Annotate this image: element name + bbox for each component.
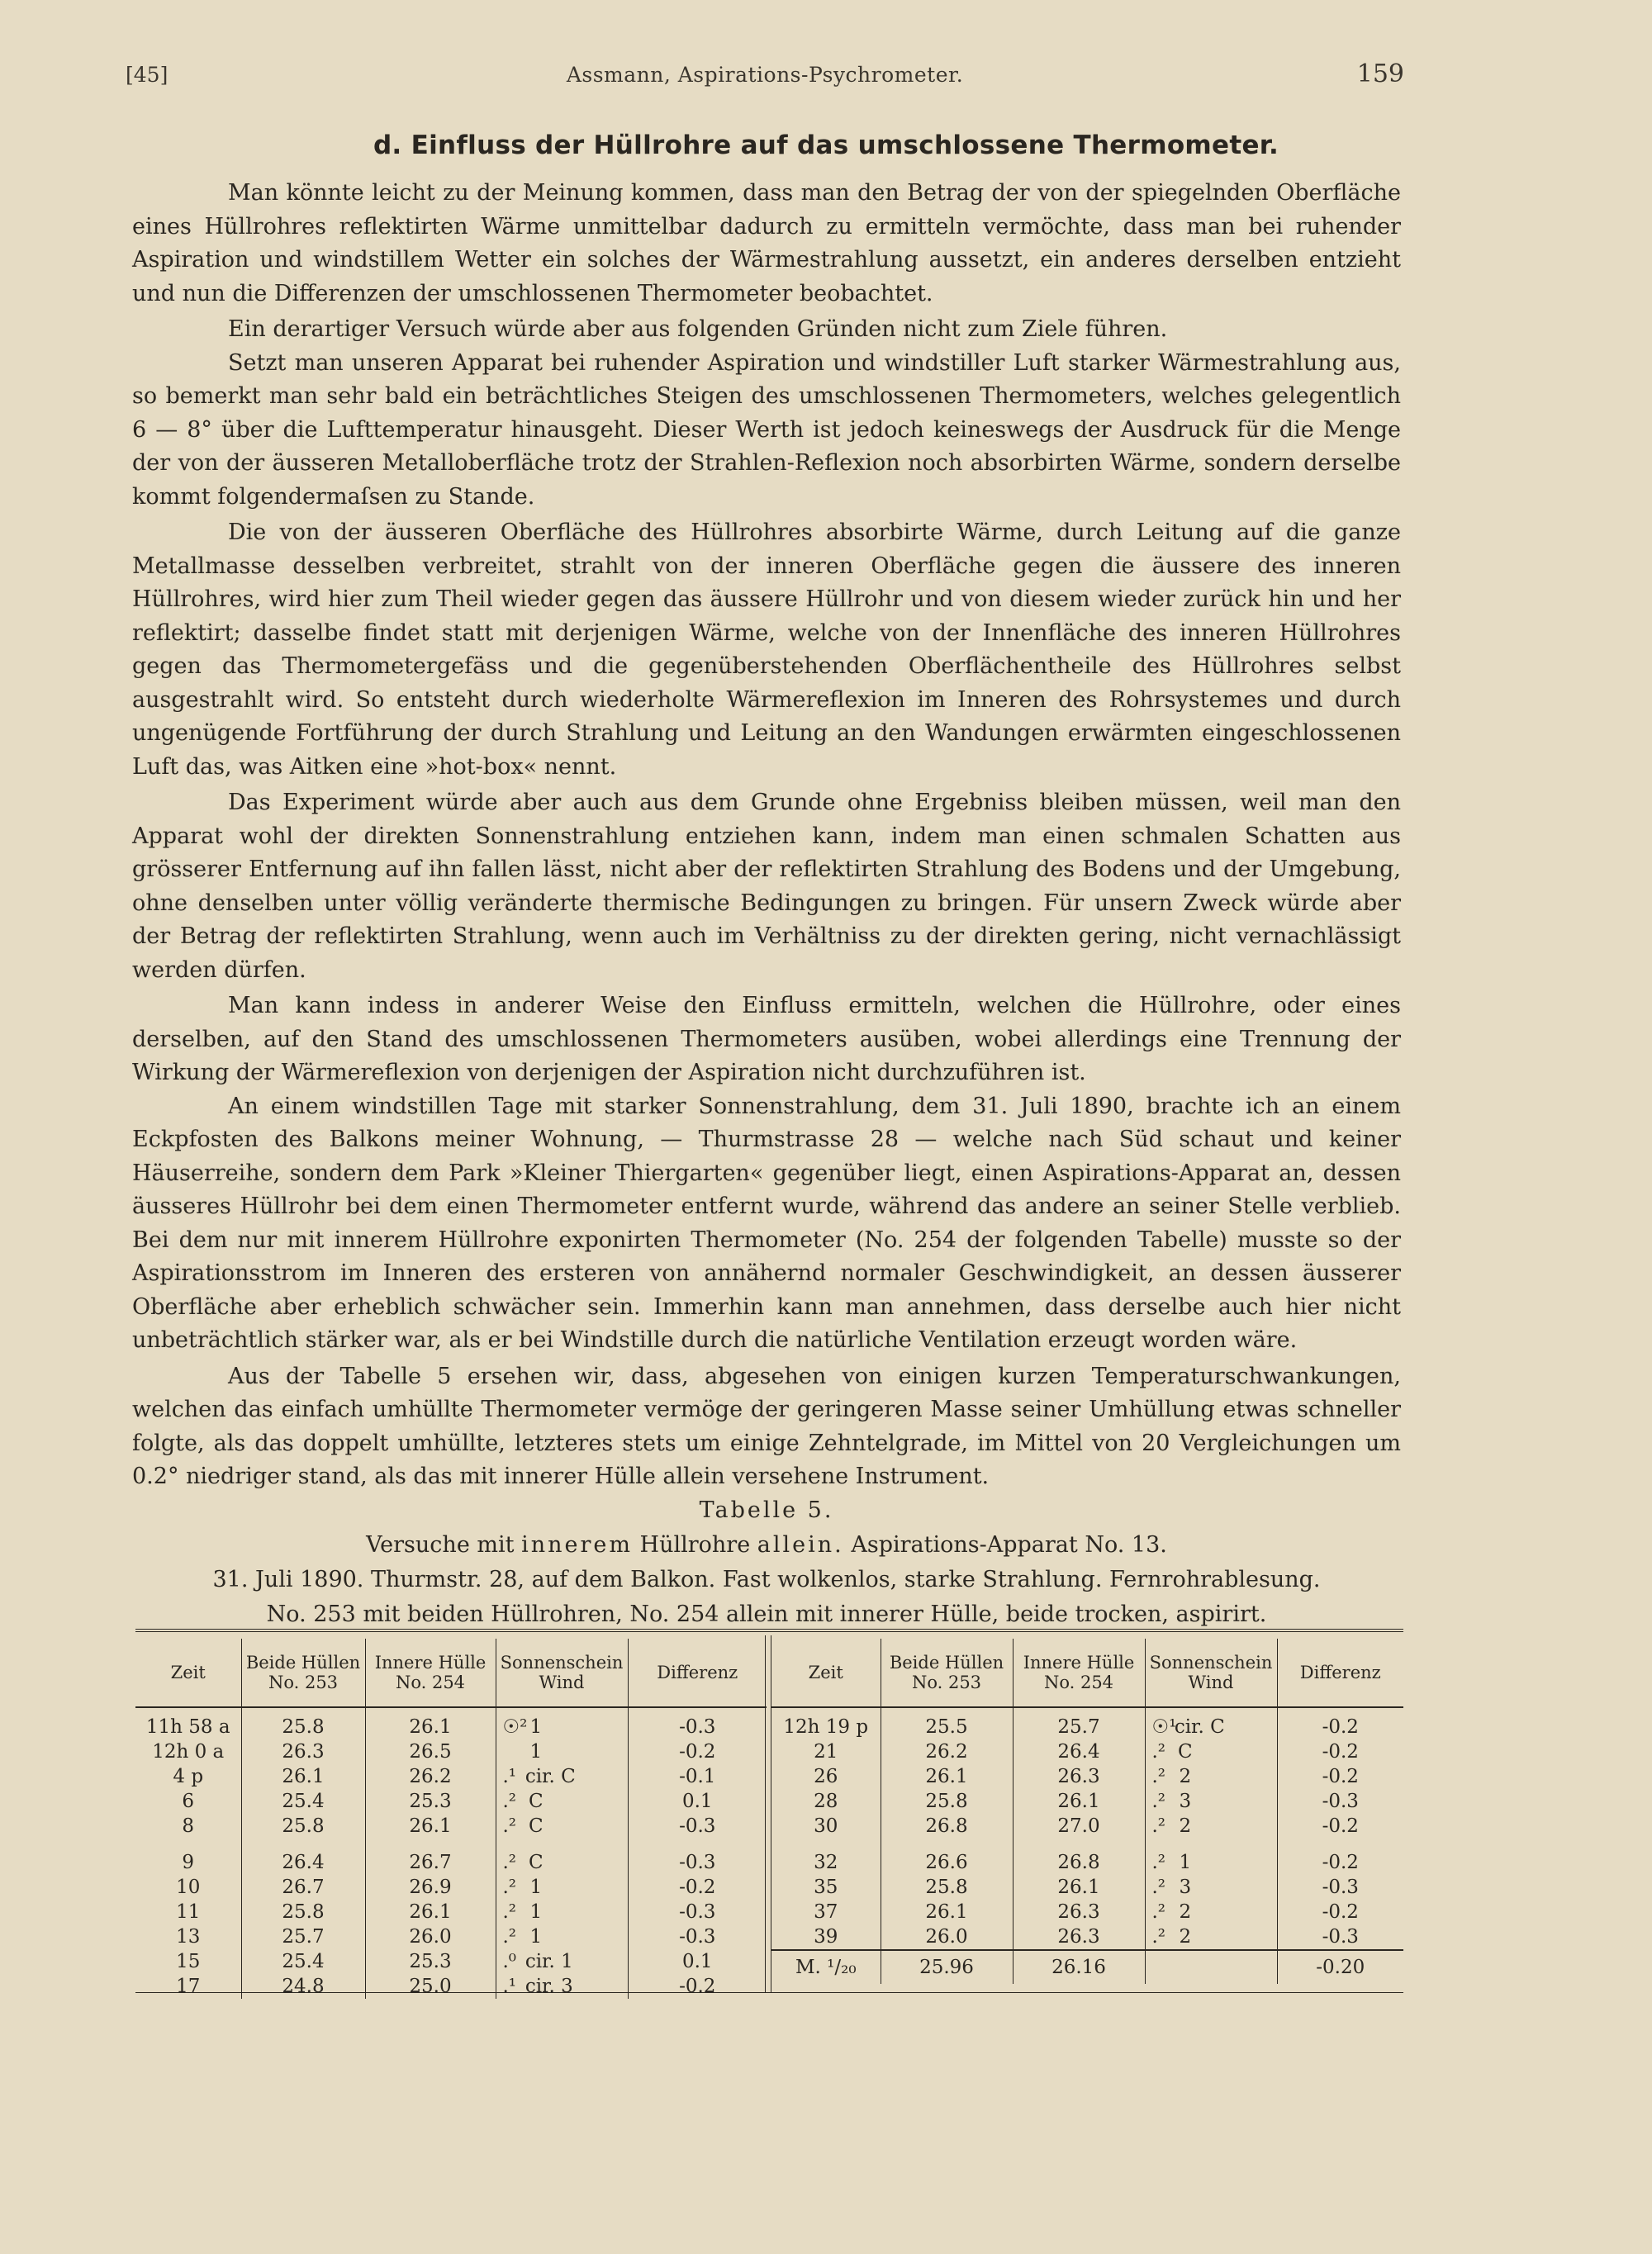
table-cell [1277, 1839, 1403, 1850]
table-cell: 25.8 [241, 1814, 365, 1839]
wind-value: 3 [1179, 1791, 1192, 1812]
wind-value: cir. C [525, 1766, 576, 1787]
table-top-rule [135, 1629, 1403, 1632]
table-cell: 25.7 [1013, 1707, 1145, 1739]
table-cell [241, 1839, 365, 1850]
table-row [771, 1900, 1403, 1924]
table-row [135, 1814, 767, 1839]
table-cell: 27.0 [1013, 1814, 1145, 1839]
paragraph: Die von der äusseren Oberfläche des Hüllrohres absorbirte Wärme, durch Leitung auf die ganze Metallmasse desselben verbreitet, strahlt von der inneren Oberfläche gegen die äussere des inneren Hüllrohres, wird hier zum Theil wieder gegen das äussere Hüllrohr und von diesem wieder zurück hin und her reflektirt; dasselbe findet statt mit derjenigen Wärme, welche von der Innenfläche des inneren Hüllrohres gegen das Thermometergefäss und die gegenüberstehenden Oberflächentheile des Hüllrohres selbst ausgestrahlt wird. So entsteht durch wiederholte Wärmereflexion im Inneren des Rohrsystemes und durch ungenügende Fortführung der durch Strahlung und Leitung an den Wandungen erwärmten eingeschlossenen Luft das, was Aitken eine »hot-box« nennt. [132, 520, 1401, 780]
table-cell [1145, 1875, 1277, 1900]
wind-value: 1 [1179, 1852, 1192, 1873]
table-caption-line3: No. 253 mit beiden Hüllrohren, No. 254 allein mit innerer Hülle, beide trocken, aspirirt. [266, 1602, 1267, 1627]
sunshine-value: .² [502, 1926, 517, 1948]
table-cell [496, 1974, 628, 1999]
col-diff: Differenz [628, 1639, 767, 1707]
table-cell: -0.2 [1277, 1707, 1403, 1739]
table-row [771, 1875, 1403, 1900]
table-row [135, 1789, 767, 1814]
table-row [135, 1875, 767, 1900]
table-cell: 25.8 [241, 1900, 365, 1924]
table-cell: 30 [814, 1815, 838, 1837]
wind-value: 2 [1179, 1766, 1192, 1787]
table-cell: 25.3 [365, 1789, 496, 1814]
sunshine-value: .² [502, 1815, 517, 1837]
table-row [771, 1707, 1403, 1739]
table-cell: 26.7 [365, 1850, 496, 1875]
sunshine-value: .² [1151, 1852, 1166, 1873]
table-cell [1145, 1839, 1277, 1850]
table-cell: 32 [814, 1852, 838, 1873]
wind-value: 2 [1179, 1901, 1192, 1923]
table-cell [1145, 1950, 1277, 1984]
table-caption [132, 1493, 1401, 1632]
table-title: Tabelle 5. [699, 1497, 834, 1523]
sunshine-value: .² [1151, 1815, 1166, 1837]
wind-value: 1 [529, 1926, 543, 1948]
wind-value: 1 [529, 1716, 543, 1738]
wind-value: C [529, 1791, 544, 1812]
table-cell: 25.8 [881, 1875, 1013, 1900]
table-cell: 26.1 [365, 1900, 496, 1924]
sunshine-value: .² [1151, 1791, 1166, 1812]
wind-value: 1 [529, 1741, 543, 1763]
table-cell [496, 1707, 628, 1739]
table-cell [496, 1814, 628, 1839]
table-cell: 9 [182, 1852, 195, 1873]
table-cell: -0.3 [1277, 1789, 1403, 1814]
table-cell [1145, 1764, 1277, 1789]
sunshine-value: .² [502, 1877, 517, 1898]
col-innere: Innere Hülle No. 254 [1013, 1639, 1145, 1707]
wind-value: C [1178, 1741, 1193, 1763]
wind-value: 2 [1179, 1926, 1192, 1948]
table-cell: -0.2 [1277, 1850, 1403, 1875]
table-cell: -0.2 [628, 1974, 767, 1999]
table-cell: 28 [814, 1791, 838, 1812]
sunshine-value: .² [502, 1901, 517, 1923]
sunshine-value: .¹ [502, 1976, 517, 1997]
table-right [771, 1639, 1403, 1984]
table-cell: 26.4 [1013, 1739, 1145, 1764]
table-cell [496, 1900, 628, 1924]
table-cell: 26.1 [241, 1764, 365, 1789]
sunshine-value: .¹ [502, 1766, 517, 1787]
table-caption-line1: Versuche mit innerem Hüllrohre allein. Aspirations-Apparat No. 13. [366, 1532, 1167, 1558]
sunshine-value: .² [1151, 1901, 1166, 1923]
table-row [771, 1739, 1403, 1764]
table-cell: -0.3 [628, 1900, 767, 1924]
paragraph: Das Experiment würde aber auch aus dem Grunde ohne Ergebniss bleiben müssen, weil man den Apparat wohl der direkten Sonnenstrahlung entziehen kann, indem man einen schmalen Schatten aus grösserer Entfernung auf ihn fallen lässt, nicht aber der reflektirten Strahlung des Bodens und der Umgebung, ohne denselben unter völlig veränderte thermische Bedingungen zu bringen. Für unsern Zweck würde aber der Betrag der reflektirten Strahlung, wenn auch im Verhältniss zu der direkten gering, nicht vernachlässigt werden dürfen. [132, 790, 1401, 983]
table-cell: 11 [176, 1901, 201, 1923]
table-cell: -0.2 [1277, 1814, 1403, 1839]
header-center: Assmann, Aspirations-Psychrometer. [566, 63, 964, 87]
table-cell: 37 [814, 1901, 838, 1923]
table-cell: 8 [182, 1815, 195, 1837]
table-cell: 12h 0 a [152, 1741, 225, 1763]
sunshine-value: .² [1151, 1926, 1166, 1948]
table-cell: 24.8 [241, 1974, 365, 1999]
table-cell: 26.4 [241, 1850, 365, 1875]
table-cell: 26.1 [881, 1900, 1013, 1924]
table-row [771, 1850, 1403, 1875]
table-cell: 26.3 [241, 1739, 365, 1764]
table-cell [1145, 1900, 1277, 1924]
table-cell: 15 [176, 1951, 201, 1972]
wind-value: C [529, 1852, 544, 1873]
table-cell: 26.1 [881, 1764, 1013, 1789]
table-row [135, 1707, 767, 1739]
wind-value: 3 [1179, 1877, 1192, 1898]
table-cell [496, 1839, 628, 1850]
table-row [771, 1924, 1403, 1950]
table-cell [496, 1764, 628, 1789]
table-caption-line2: 31. Juli 1890. Thurmstr. 28, auf dem Balkon. Fast wolkenlos, starke Strahlung. Fernrohrablesung. [212, 1567, 1321, 1592]
wind-value: 1 [529, 1877, 543, 1898]
table-cell: 17 [176, 1976, 201, 1997]
table-cell: 6 [182, 1791, 195, 1812]
sunshine-value: .² [1151, 1766, 1166, 1787]
table-cell: 0.1 [628, 1949, 767, 1974]
table-row [135, 1900, 767, 1924]
table-cell: 26.3 [1013, 1900, 1145, 1924]
sunshine-value: ☉² [502, 1716, 528, 1738]
table-cell [1145, 1707, 1277, 1739]
page-number: 159 [1356, 59, 1404, 88]
body-text [132, 177, 1401, 1494]
table-cell: 11h 58 a [145, 1716, 230, 1738]
table-mean-row [771, 1950, 1403, 1984]
table-cell: -0.3 [628, 1850, 767, 1875]
table-cell [496, 1789, 628, 1814]
col-zeit: Zeit [771, 1639, 881, 1707]
table-cell [135, 1839, 241, 1850]
table-cell: 26.1 [365, 1707, 496, 1739]
paragraph: Ein derartiger Versuch würde aber aus folgenden Gründen nicht zum Ziele führen. [228, 316, 1168, 342]
table-row [771, 1814, 1403, 1839]
table-cell: 25.4 [241, 1789, 365, 1814]
table-cell: 13 [176, 1926, 201, 1948]
col-beide: Beide Hüllen No. 253 [241, 1639, 365, 1707]
wind-value: 1 [529, 1901, 543, 1923]
table-cell: 25.7 [241, 1924, 365, 1949]
wind-value: C [529, 1815, 544, 1837]
table-cell: 10 [176, 1877, 201, 1898]
table-gap [135, 1839, 767, 1850]
table-row [135, 1764, 767, 1789]
table-cell: 26.1 [1013, 1789, 1145, 1814]
table-cell: 26 [814, 1766, 838, 1787]
table-cell: 26.8 [881, 1814, 1013, 1839]
table-cell: 26.3 [1013, 1764, 1145, 1789]
table-cell [1145, 1739, 1277, 1764]
table-left [135, 1639, 767, 1999]
wind-value: cir. C [1174, 1716, 1225, 1738]
table-cell [1145, 1924, 1277, 1950]
table-cell: 26.7 [241, 1875, 365, 1900]
table-cell: -0.20 [1277, 1950, 1403, 1984]
table-cell: -0.2 [1277, 1900, 1403, 1924]
table-cell [1145, 1814, 1277, 1839]
table-cell: 25.4 [241, 1949, 365, 1974]
table-cell: 25.5 [881, 1707, 1013, 1739]
table-cell: -0.2 [1277, 1764, 1403, 1789]
table-cell: 4 p [173, 1766, 204, 1787]
table-row [135, 1949, 767, 1974]
sunshine-value: .² [502, 1791, 517, 1812]
sunshine-value: .² [502, 1852, 517, 1873]
table-cell: -0.2 [1277, 1739, 1403, 1764]
table-cell: 26.8 [1013, 1850, 1145, 1875]
table-row [135, 1739, 767, 1764]
table-cell: 26.2 [881, 1739, 1013, 1764]
table-cell: -0.2 [628, 1875, 767, 1900]
table-cell: 26.1 [365, 1814, 496, 1839]
table-cell: 26.5 [365, 1739, 496, 1764]
table-cell: 25.96 [881, 1950, 1013, 1984]
table-cell: 26.16 [1013, 1950, 1145, 1984]
table-cell: 35 [814, 1877, 838, 1898]
table-gap [771, 1839, 1403, 1850]
sunshine-value: .² [1151, 1877, 1166, 1898]
table-cell: -0.2 [628, 1739, 767, 1764]
table-cell [496, 1924, 628, 1949]
table-row [771, 1789, 1403, 1814]
col-beide: Beide Hüllen No. 253 [881, 1639, 1013, 1707]
table-cell [1013, 1839, 1145, 1850]
table-cell: 26.1 [1013, 1875, 1145, 1900]
paragraph: An einem windstillen Tage mit starker Sonnenstrahlung, dem 31. Juli 1890, brachte ich an einem Eckpfosten des Balkons meiner Wohnung, — Thurmstrasse 28 — welche nach Süd schaut und keiner Häuserreihe, sondern dem Park »Kleiner Thiergarten« gegenüber liegt, einen Aspirations-Apparat an, dessen äusseres Hüllrohr bei dem einen Thermometer entfernt wurde, während das andere an seiner Stelle verblieb. Bei dem nur mit innerem Hüllrohre exponirten Thermometer (No. 254 der folgenden Tabelle) musste so der Aspirationsstrom im Inneren des ersteren von annähernd normaler Geschwindigkeit, an dessen äusserer Oberfläche aber erheblich schwächer sein. Immerhin kann man annehmen, dass derselbe auch hier nicht unbeträchtlich stärker war, als er bei Windstille durch die natürliche Ventilation erzeugt worden wäre. [132, 1093, 1401, 1353]
sunshine-value: .⁰ [502, 1951, 517, 1972]
sunshine-value: ☉¹ [1151, 1716, 1177, 1738]
col-diff: Differenz [1277, 1639, 1403, 1707]
table-cell: 25.3 [365, 1949, 496, 1974]
col-sonne: Sonnenschein Wind [1145, 1639, 1277, 1707]
col-zeit: Zeit [135, 1639, 241, 1707]
wind-value: 2 [1179, 1815, 1192, 1837]
table-cell: 26.0 [881, 1924, 1013, 1950]
table-cell: 21 [814, 1741, 838, 1763]
table-cell [496, 1949, 628, 1974]
table-cell [496, 1850, 628, 1875]
table-cell [365, 1839, 496, 1850]
table-cell [496, 1875, 628, 1900]
table-cell [881, 1839, 1013, 1850]
col-innere: Innere Hülle No. 254 [365, 1639, 496, 1707]
table-row [771, 1764, 1403, 1789]
table-cell: 12h 19 p [783, 1716, 869, 1738]
header-left: [45] [126, 63, 169, 87]
table-row [135, 1850, 767, 1875]
table-cell: -0.1 [628, 1764, 767, 1789]
table-cell: -0.3 [1277, 1924, 1403, 1950]
table-cell: M. ¹/₂₀ [771, 1950, 881, 1984]
table-cell: -0.3 [628, 1707, 767, 1739]
table-row [135, 1974, 767, 1999]
table-cell: 26.6 [881, 1850, 1013, 1875]
paragraph: Man könnte leicht zu der Meinung kommen, dass man den Betrag der von der spiegelnden Oberfläche eines Hüllrohres reflektirten Wärme unmittelbar dadurch zu ermitteln vermöchte, dass man bei ruhender Aspiration und windstillem Wetter ein solches der Wärmestrahlung aussetzt, ein anderes derselben entzieht und nun die Differenzen der umschlossenen Thermometer beobachtet. [132, 180, 1401, 306]
section-title: d. Einfluss der Hüllrohre auf das umschlossene Thermometer. [373, 130, 1279, 160]
table-cell: 0.1 [628, 1789, 767, 1814]
paragraph: Aus der Tabelle 5 ersehen wir, dass, abgesehen von einigen kurzen Temperaturschwankungen, welchen das einfach umhüllte Thermometer vermöge der geringeren Masse seiner Umhüllung etwas schneller folgte, als das doppelt umhüllte, letzteres stets um einige Zehntelgrade, im Mittel von 20 Vergleichungen um 0.2° niedriger stand, als das mit innerer Hülle allein versehene Instrument. [132, 1363, 1401, 1489]
table-cell: 26.0 [365, 1924, 496, 1949]
wind-value: cir. 1 [525, 1951, 573, 1972]
table-cell: -0.3 [1277, 1875, 1403, 1900]
table-row [135, 1924, 767, 1949]
table-cell: 25.8 [881, 1789, 1013, 1814]
table-cell: 25.8 [241, 1707, 365, 1739]
table-cell [1145, 1850, 1277, 1875]
table-cell: 26.2 [365, 1764, 496, 1789]
table-cell [628, 1839, 767, 1850]
sunshine-value: .² [1151, 1741, 1166, 1763]
table-cell: 26.9 [365, 1875, 496, 1900]
table-bottom-rule [135, 1992, 1403, 1993]
paragraph: Setzt man unseren Apparat bei ruhender Aspiration und windstiller Luft starker Wärmestrahlung aus, so bemerkt man sehr bald ein beträchtliches Steigen des umschlossenen Thermometers, welches gelegentlich 6 — 8° über die Lufttemperatur hinausgeht. Dieser Werth ist jedoch keineswegs der Ausdruck für die Menge der von der äusseren Metalloberfläche trotz der Strahlen-Reflexion noch absorbirten Wärme, sondern derselbe kommt folgendermaſsen zu Stande. [132, 349, 1401, 510]
table-cell: 39 [814, 1926, 838, 1948]
table-cell: -0.3 [628, 1814, 767, 1839]
col-sonne: Sonnenschein Wind [496, 1639, 628, 1707]
table-cell [496, 1739, 628, 1764]
table-cell [771, 1839, 881, 1850]
paragraph: Man kann indess in anderer Weise den Einfluss ermitteln, welchen die Hüllrohre, oder eines derselben, auf den Stand des umschlossenen Thermometers ausüben, wobei allerdings eine Trennung der Wirkung der Wärmereflexion von derjenigen der Aspiration nicht durchzuführen ist. [132, 993, 1401, 1085]
table-cell: -0.3 [628, 1924, 767, 1949]
table-cell [1145, 1789, 1277, 1814]
table-cell: 25.0 [365, 1974, 496, 1999]
table-cell: 26.3 [1013, 1924, 1145, 1950]
wind-value: cir. 3 [525, 1976, 573, 1997]
